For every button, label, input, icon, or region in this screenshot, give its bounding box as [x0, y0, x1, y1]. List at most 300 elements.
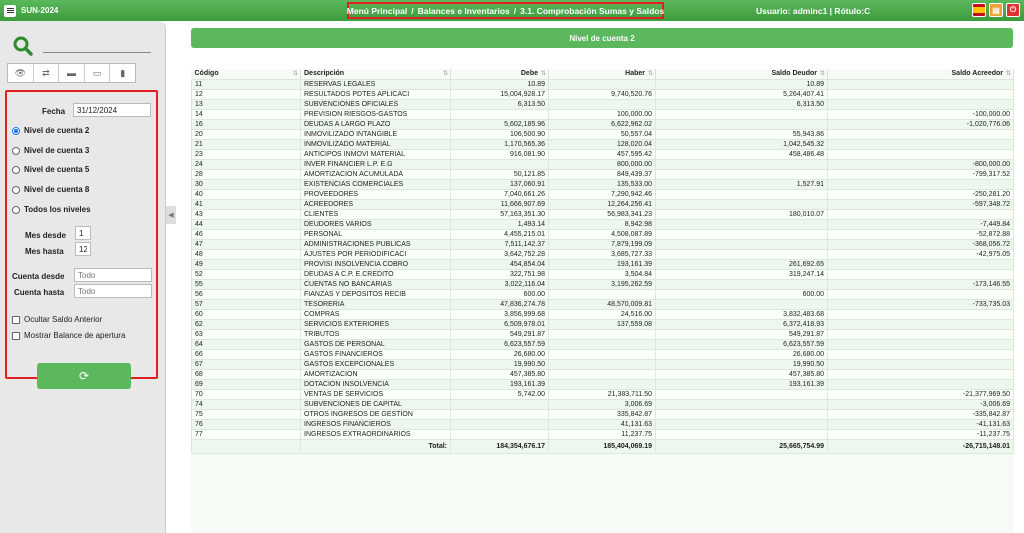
radio-label: Nivel de cuenta 2: [24, 126, 90, 135]
print-preview-icon[interactable]: ▭: [85, 64, 111, 82]
cell-codigo: 48: [192, 249, 301, 259]
cell-codigo: 23: [192, 149, 301, 159]
cell-codigo: 74: [192, 399, 301, 409]
cell-saldo-deudor: [656, 299, 828, 309]
table-row[interactable]: [192, 109, 1014, 119]
cuenta-hasta-input[interactable]: [74, 284, 152, 298]
cell-descripcion: AMORTIZACION: [301, 369, 451, 379]
cell-debe: 193,161.39: [451, 379, 549, 389]
total-row: [192, 439, 1014, 453]
cell-saldo-deudor: [656, 429, 828, 439]
cell-haber: 24,516.00: [549, 309, 656, 319]
cell-saldo-deudor: 457,385.80: [656, 369, 828, 379]
cell-codigo: 13: [192, 99, 301, 109]
cell-descripcion: OTROS INGRESOS DE GESTION: [301, 409, 451, 419]
cell-debe: 454,854.04: [451, 259, 549, 269]
menu-icon[interactable]: [4, 5, 16, 17]
cell-debe: 6,509,978.01: [451, 319, 549, 329]
cell-saldo-deudor: 600.00: [656, 289, 828, 299]
total-saldo-acreedor: -26,715,148.01: [828, 439, 1014, 453]
pdf-print-icon[interactable]: ▮: [120, 67, 126, 78]
table-row[interactable]: [192, 239, 1014, 249]
cell-descripcion: DEUDAS A C.P. E.CREDITO: [301, 269, 451, 279]
radio-icon: [12, 147, 20, 155]
radio-todos-niveles[interactable]: [12, 205, 91, 214]
cell-saldo-deudor: [656, 189, 828, 199]
cell-saldo-acreedor: -42,975.05: [828, 249, 1014, 259]
cuenta-desde-label: Cuenta desde: [12, 272, 65, 281]
cell-descripcion: AMORTIZACION ACUMULADA: [301, 169, 451, 179]
cell-haber: [549, 329, 656, 339]
table-row[interactable]: [192, 409, 1014, 419]
cell-haber: [549, 369, 656, 379]
language-flag-icon[interactable]: [972, 3, 986, 17]
cell-codigo: 12: [192, 89, 301, 99]
cell-debe: 11,666,907.69: [451, 199, 549, 209]
cuenta-desde-input[interactable]: [74, 268, 152, 282]
cell-codigo: 64: [192, 339, 301, 349]
total-label: Total:: [301, 439, 451, 453]
sidebar: [0, 21, 166, 533]
cell-haber: 135,533.00: [549, 179, 656, 189]
radio-nivel-5[interactable]: [12, 165, 89, 174]
total-haber: 185,404,069.19: [549, 439, 656, 453]
cell-haber: 12,264,256.41: [549, 199, 656, 209]
cell-saldo-acreedor: [828, 179, 1014, 189]
cell-saldo-acreedor: [828, 379, 1014, 389]
cell-haber: 7,879,199.09: [549, 239, 656, 249]
radio-label: Todos los niveles: [24, 205, 91, 214]
cell-codigo: 47: [192, 239, 301, 249]
cell-codigo: 43: [192, 209, 301, 219]
cell-codigo: 16: [192, 119, 301, 129]
cell-haber: 6,622,962.02: [549, 119, 656, 129]
cell-haber: 335,842.87: [549, 409, 656, 419]
cell-descripcion: INMOVILIZADO INTANGIBLE: [301, 129, 451, 139]
table-row[interactable]: [192, 259, 1014, 269]
cell-descripcion: CUENTAS NO BANCARIAS: [301, 279, 451, 289]
cell-debe: [451, 429, 549, 439]
cell-descripcion: ANTICIPOS INMOVI MATERIAL: [301, 149, 451, 159]
cell-haber: 128,020.04: [549, 139, 656, 149]
table-row[interactable]: [192, 179, 1014, 189]
cell-saldo-deudor: 26,680.00: [656, 349, 828, 359]
cell-codigo: 46: [192, 229, 301, 239]
cell-saldo-deudor: [656, 199, 828, 209]
cell-descripcion: COMPRAS: [301, 309, 451, 319]
results-table-container: [191, 69, 1013, 533]
cell-codigo: 57: [192, 299, 301, 309]
cell-saldo-acreedor: -173,146.55: [828, 279, 1014, 289]
cell-codigo: 40: [192, 189, 301, 199]
cell-debe: 1,170,565.36: [451, 139, 549, 149]
cell-debe: 4,455,215.01: [451, 229, 549, 239]
cell-codigo: 20: [192, 129, 301, 139]
cell-haber: 9,740,520.76: [549, 89, 656, 99]
radio-icon: [12, 166, 20, 174]
cell-descripcion: RESERVAS LEGALES: [301, 79, 451, 89]
cell-debe: [451, 159, 549, 169]
total-saldo-deudor: 25,665,754.99: [656, 439, 828, 453]
cell-haber: 8,942.98: [549, 219, 656, 229]
cell-codigo: 76: [192, 419, 301, 429]
cell-saldo-acreedor: [828, 269, 1014, 279]
fecha-input[interactable]: [73, 103, 151, 117]
cell-saldo-acreedor: -100,000.00: [828, 109, 1014, 119]
cell-debe: 7,040,661.26: [451, 189, 549, 199]
cell-saldo-acreedor: [828, 359, 1014, 369]
cell-descripcion: DEUDAS A LARGO PLAZO: [301, 119, 451, 129]
table-row[interactable]: [192, 79, 1014, 89]
cell-haber: 3,504.84: [549, 269, 656, 279]
table-row[interactable]: [192, 129, 1014, 139]
toolbar: [7, 63, 136, 83]
cell-saldo-acreedor: [828, 339, 1014, 349]
radio-nivel-3[interactable]: [12, 146, 89, 155]
cell-debe: 47,836,274.78: [451, 299, 549, 309]
sort-icon: ⇅: [647, 71, 653, 77]
cell-saldo-acreedor: -21,377,969.50: [828, 389, 1014, 399]
breadcrumb-current: 3.1. Comprobación Sumas y Saldos: [520, 5, 665, 16]
cell-descripcion: PERSONAL: [301, 229, 451, 239]
cell-saldo-deudor: [656, 169, 828, 179]
cell-descripcion: SERVICIOS EXTERIORES: [301, 319, 451, 329]
cell-debe: 457,385.80: [451, 369, 549, 379]
user-info: Usuario: adminc1 | Rótulo:C: [756, 6, 871, 16]
table-row[interactable]: [192, 359, 1014, 369]
table-row[interactable]: [192, 119, 1014, 129]
cell-saldo-deudor: 261,692.65: [656, 259, 828, 269]
cell-haber: 4,508,087.89: [549, 229, 656, 239]
column-header-haber[interactable]: Haber ⇅: [549, 69, 656, 79]
ocultar-saldo-checkbox[interactable]: [12, 315, 102, 324]
cell-debe: 3,642,752.28: [451, 249, 549, 259]
cell-debe: 3,856,999.68: [451, 309, 549, 319]
column-header-descripcion[interactable]: Descripción ⇅: [301, 69, 451, 79]
cell-debe: [451, 399, 549, 409]
cell-haber: 3,006.69: [549, 399, 656, 409]
sort-icon: ⇅: [442, 71, 448, 77]
cell-saldo-acreedor: [828, 209, 1014, 219]
cell-haber: 193,161.39: [549, 259, 656, 269]
cell-saldo-acreedor: -52,872.88: [828, 229, 1014, 239]
cell-debe: 549,291.87: [451, 329, 549, 339]
cell-saldo-deudor: 458,486.48: [656, 149, 828, 159]
cell-debe: 3,022,116.04: [451, 279, 549, 289]
cell-haber: 48,570,009.81: [549, 299, 656, 309]
table-row[interactable]: [192, 389, 1014, 399]
cell-saldo-acreedor: -1,020,776.06: [828, 119, 1014, 129]
cell-debe: 6,623,557.59: [451, 339, 549, 349]
cell-saldo-acreedor: [828, 319, 1014, 329]
table-row[interactable]: [192, 169, 1014, 179]
cell-descripcion: EXISTENCIAS COMERCIALES: [301, 179, 451, 189]
cell-debe: 137,060.91: [451, 179, 549, 189]
refresh-icon: ⟳: [78, 369, 90, 383]
cell-haber: 7,290,942.46: [549, 189, 656, 199]
cell-codigo: 67: [192, 359, 301, 369]
cell-codigo: 28: [192, 169, 301, 179]
cell-codigo: 62: [192, 319, 301, 329]
cell-saldo-deudor: 193,161.39: [656, 379, 828, 389]
export-icon[interactable]: ⇄: [34, 64, 60, 82]
cell-haber: 137,559.08: [549, 319, 656, 329]
mes-hasta-input[interactable]: [75, 242, 91, 256]
table-row[interactable]: [192, 269, 1014, 279]
cell-debe: 26,680.00: [451, 349, 549, 359]
radio-icon: [12, 186, 20, 194]
cell-descripcion: PROVISI INSOLVENCIA COBRO: [301, 259, 451, 269]
cell-codigo: 75: [192, 409, 301, 419]
cell-descripcion: TRIBUTOS: [301, 329, 451, 339]
cell-saldo-deudor: 5,264,407.41: [656, 89, 828, 99]
filter-panel: [5, 90, 158, 383]
cell-debe: 106,500.90: [451, 129, 549, 139]
cell-saldo-deudor: 1,527.91: [656, 179, 828, 189]
cell-codigo: 68: [192, 369, 301, 379]
cell-saldo-acreedor: [828, 89, 1014, 99]
cell-descripcion: GASTOS DE PERSONAL: [301, 339, 451, 349]
table-row[interactable]: [192, 209, 1014, 219]
cell-debe: 916,081.90: [451, 149, 549, 159]
cell-descripcion: ADMINISTRACIONES PUBLICAS: [301, 239, 451, 249]
cell-codigo: 66: [192, 349, 301, 359]
sort-icon: ⇅: [540, 71, 546, 77]
cell-debe: 322,751.98: [451, 269, 549, 279]
cell-codigo: 49: [192, 259, 301, 269]
table-row[interactable]: [192, 329, 1014, 339]
table-row[interactable]: [192, 189, 1014, 199]
cell-haber: [549, 79, 656, 89]
cell-codigo: 60: [192, 309, 301, 319]
cell-debe: 10.89: [451, 79, 549, 89]
cell-saldo-deudor: [656, 229, 828, 239]
table-row[interactable]: [192, 89, 1014, 99]
table-row[interactable]: [192, 429, 1014, 439]
table-row[interactable]: [192, 399, 1014, 409]
cell-descripcion: GASTOS FINANCIEROS: [301, 349, 451, 359]
radio-checked-icon: [12, 127, 20, 135]
chevron-left-icon: ◀: [168, 212, 174, 219]
cell-haber: 100,000.00: [549, 109, 656, 119]
sort-icon: ⇅: [292, 71, 298, 77]
results-table: [191, 69, 1014, 454]
cell-codigo: 56: [192, 289, 301, 299]
cell-descripcion: GASTOS EXCEPCIONALES: [301, 359, 451, 369]
table-row[interactable]: [192, 339, 1014, 349]
cell-debe: 5,742.00: [451, 389, 549, 399]
cell-codigo: 63: [192, 329, 301, 339]
cell-saldo-deudor: 549,291.87: [656, 329, 828, 339]
cuenta-hasta-label: Cuenta hasta: [14, 288, 65, 297]
breadcrumb-menu-principal[interactable]: Menú Principal: [346, 5, 408, 16]
cell-debe: 6,313.50: [451, 99, 549, 109]
main-content: [180, 21, 1024, 533]
mes-hasta-label: Mes hasta: [25, 247, 64, 256]
table-row[interactable]: [192, 279, 1014, 289]
cell-codigo: 52: [192, 269, 301, 279]
table-row[interactable]: [192, 299, 1014, 309]
cell-debe: [451, 419, 549, 429]
cell-codigo: 14: [192, 109, 301, 119]
cell-descripcion: PROVEEDORES: [301, 189, 451, 199]
cell-saldo-acreedor: [828, 149, 1014, 159]
cell-saldo-deudor: [656, 159, 828, 169]
cell-descripcion: INVER FINANCIER L.P. E.G: [301, 159, 451, 169]
table-row[interactable]: [192, 159, 1014, 169]
breadcrumb-separator: /: [411, 5, 414, 16]
cell-saldo-deudor: 319,247.14: [656, 269, 828, 279]
cell-haber: [549, 379, 656, 389]
cell-debe: 19,990.50: [451, 359, 549, 369]
cell-descripcion: RESULTADOS PDTES APLICACI: [301, 89, 451, 99]
cell-descripcion: VENTAS DE SERVICIOS: [301, 389, 451, 399]
cell-saldo-acreedor: -368,056.72: [828, 239, 1014, 249]
cell-saldo-deudor: 180,010.07: [656, 209, 828, 219]
cell-haber: 849,439.37: [549, 169, 656, 179]
table-row[interactable]: [192, 349, 1014, 359]
cell-saldo-acreedor: -250,281.20: [828, 189, 1014, 199]
cell-saldo-deudor: [656, 109, 828, 119]
cell-codigo: 41: [192, 199, 301, 209]
table-row[interactable]: [192, 199, 1014, 209]
cell-saldo-deudor: [656, 419, 828, 429]
cell-saldo-acreedor: -799,317.52: [828, 169, 1014, 179]
cell-debe: [451, 109, 549, 119]
cell-saldo-acreedor: [828, 329, 1014, 339]
cell-saldo-deudor: [656, 119, 828, 129]
refresh-button[interactable]: [37, 363, 131, 389]
cell-saldo-acreedor: [828, 259, 1014, 269]
cell-haber: 11,237.75: [549, 429, 656, 439]
cell-debe: 600.00: [451, 289, 549, 299]
cell-saldo-acreedor: -11,237.75: [828, 429, 1014, 439]
cell-descripcion: TESORERIA: [301, 299, 451, 309]
checkbox-label: Mostrar Balance de apertura: [24, 331, 126, 340]
cell-saldo-deudor: 6,623,557.59: [656, 339, 828, 349]
radio-nivel-2[interactable]: [12, 126, 89, 135]
table-row[interactable]: [192, 379, 1014, 389]
cell-codigo: 44: [192, 219, 301, 229]
checkbox-label: Ocultar Saldo Anterior: [24, 315, 103, 324]
cell-haber: [549, 99, 656, 109]
cell-saldo-deudor: [656, 239, 828, 249]
cell-codigo: 69: [192, 379, 301, 389]
search-input[interactable]: [43, 52, 151, 53]
cell-descripcion: INGRESOS FINANCIEROS: [301, 419, 451, 429]
table-row[interactable]: [192, 419, 1014, 429]
cell-descripcion: ACREEDORES: [301, 199, 451, 209]
column-header-debe[interactable]: Debe ⇅: [451, 69, 549, 79]
cell-saldo-acreedor: -335,842.87: [828, 409, 1014, 419]
cell-saldo-acreedor: -7,449.84: [828, 219, 1014, 229]
cell-saldo-deudor: 1,042,545.32: [656, 139, 828, 149]
radio-label: Nivel de cuenta 5: [24, 165, 90, 174]
table-row[interactable]: [192, 319, 1014, 329]
table-row[interactable]: [192, 219, 1014, 229]
table-row[interactable]: [192, 149, 1014, 159]
cell-saldo-deudor: 19,990.50: [656, 359, 828, 369]
cell-debe: 1,493.14: [451, 219, 549, 229]
table-row[interactable]: [192, 229, 1014, 239]
table-row[interactable]: [192, 99, 1014, 109]
mostrar-apertura-checkbox[interactable]: [12, 331, 125, 340]
cell-saldo-acreedor: [828, 79, 1014, 89]
cell-saldo-acreedor: [828, 289, 1014, 299]
cell-haber: 800,000.00: [549, 159, 656, 169]
radio-icon: [12, 206, 20, 214]
top-bar: [0, 0, 1024, 21]
radio-label: Nivel de cuenta 8: [24, 185, 90, 194]
breadcrumb-balances[interactable]: Balances e Inventarios: [417, 5, 510, 16]
table-row[interactable]: [192, 309, 1014, 319]
table-row[interactable]: [192, 289, 1014, 299]
breadcrumb: [347, 2, 664, 19]
table-row[interactable]: [192, 249, 1014, 259]
column-header-saldo-acreedor[interactable]: Saldo Acreedor ⇅: [828, 69, 1014, 79]
cell-saldo-deudor: [656, 399, 828, 409]
table-row[interactable]: [192, 139, 1014, 149]
print-icon[interactable]: ▬: [59, 64, 85, 82]
cell-descripcion: DOTACION INSOLVENCIA: [301, 379, 451, 389]
cell-saldo-deudor: 6,372,418.93: [656, 319, 828, 329]
cell-debe: 5,602,185.96: [451, 119, 549, 129]
eye-icon[interactable]: 👁: [8, 64, 34, 82]
cell-haber: 21,383,711.50: [549, 389, 656, 399]
cell-codigo: 55: [192, 279, 301, 289]
column-header-saldo-deudor[interactable]: Saldo Deudor ⇅: [656, 69, 828, 79]
mes-desde-input[interactable]: [75, 226, 91, 240]
cell-codigo: 30: [192, 179, 301, 189]
power-icon[interactable]: ⏻: [1006, 3, 1020, 17]
cell-saldo-acreedor: -800,000.00: [828, 159, 1014, 169]
fecha-label: Fecha: [42, 107, 66, 116]
cell-descripcion: SUBVENCIONES DE CAPITAL: [301, 399, 451, 409]
cell-saldo-acreedor: [828, 99, 1014, 109]
app-title: SUN-2024: [21, 6, 59, 15]
cell-codigo: 11: [192, 79, 301, 89]
sort-icon: ⇅: [819, 71, 825, 77]
collapse-sidebar-button[interactable]: [166, 206, 176, 224]
table-row[interactable]: [192, 369, 1014, 379]
cell-descripcion: FIANZAS Y DEPOSITOS RECIB: [301, 289, 451, 299]
cell-debe: 7,511,142.37: [451, 239, 549, 249]
cell-codigo: 21: [192, 139, 301, 149]
cell-descripcion: AJUSTES POR PERIODIFICACI: [301, 249, 451, 259]
cell-debe: [451, 409, 549, 419]
cell-saldo-acreedor: [828, 369, 1014, 379]
column-header-codigo[interactable]: Código ⇅: [192, 69, 301, 79]
cell-saldo-acreedor: [828, 309, 1014, 319]
radio-nivel-8[interactable]: [12, 185, 89, 194]
cell-saldo-acreedor: [828, 349, 1014, 359]
cell-descripcion: INMOVILIZADO MATERIAL: [301, 139, 451, 149]
panel-title: Nivel de cuenta 2: [191, 28, 1013, 48]
cell-saldo-deudor: 55,943.86: [656, 129, 828, 139]
printer-icon[interactable]: ▤: [989, 3, 1003, 17]
cell-saldo-deudor: 3,832,483.68: [656, 309, 828, 319]
cell-saldo-acreedor: -733,735.03: [828, 299, 1014, 309]
cell-saldo-deudor: [656, 389, 828, 399]
radio-label: Nivel de cuenta 3: [24, 146, 90, 155]
cell-debe: 57,163,351.30: [451, 209, 549, 219]
cell-haber: 56,983,341.23: [549, 209, 656, 219]
cell-descripcion: SUBVENCIONES OFICIALES: [301, 99, 451, 109]
checkbox-icon: [12, 316, 20, 324]
cell-haber: [549, 289, 656, 299]
cell-haber: 3,685,727.33: [549, 249, 656, 259]
search-icon[interactable]: [12, 35, 34, 57]
